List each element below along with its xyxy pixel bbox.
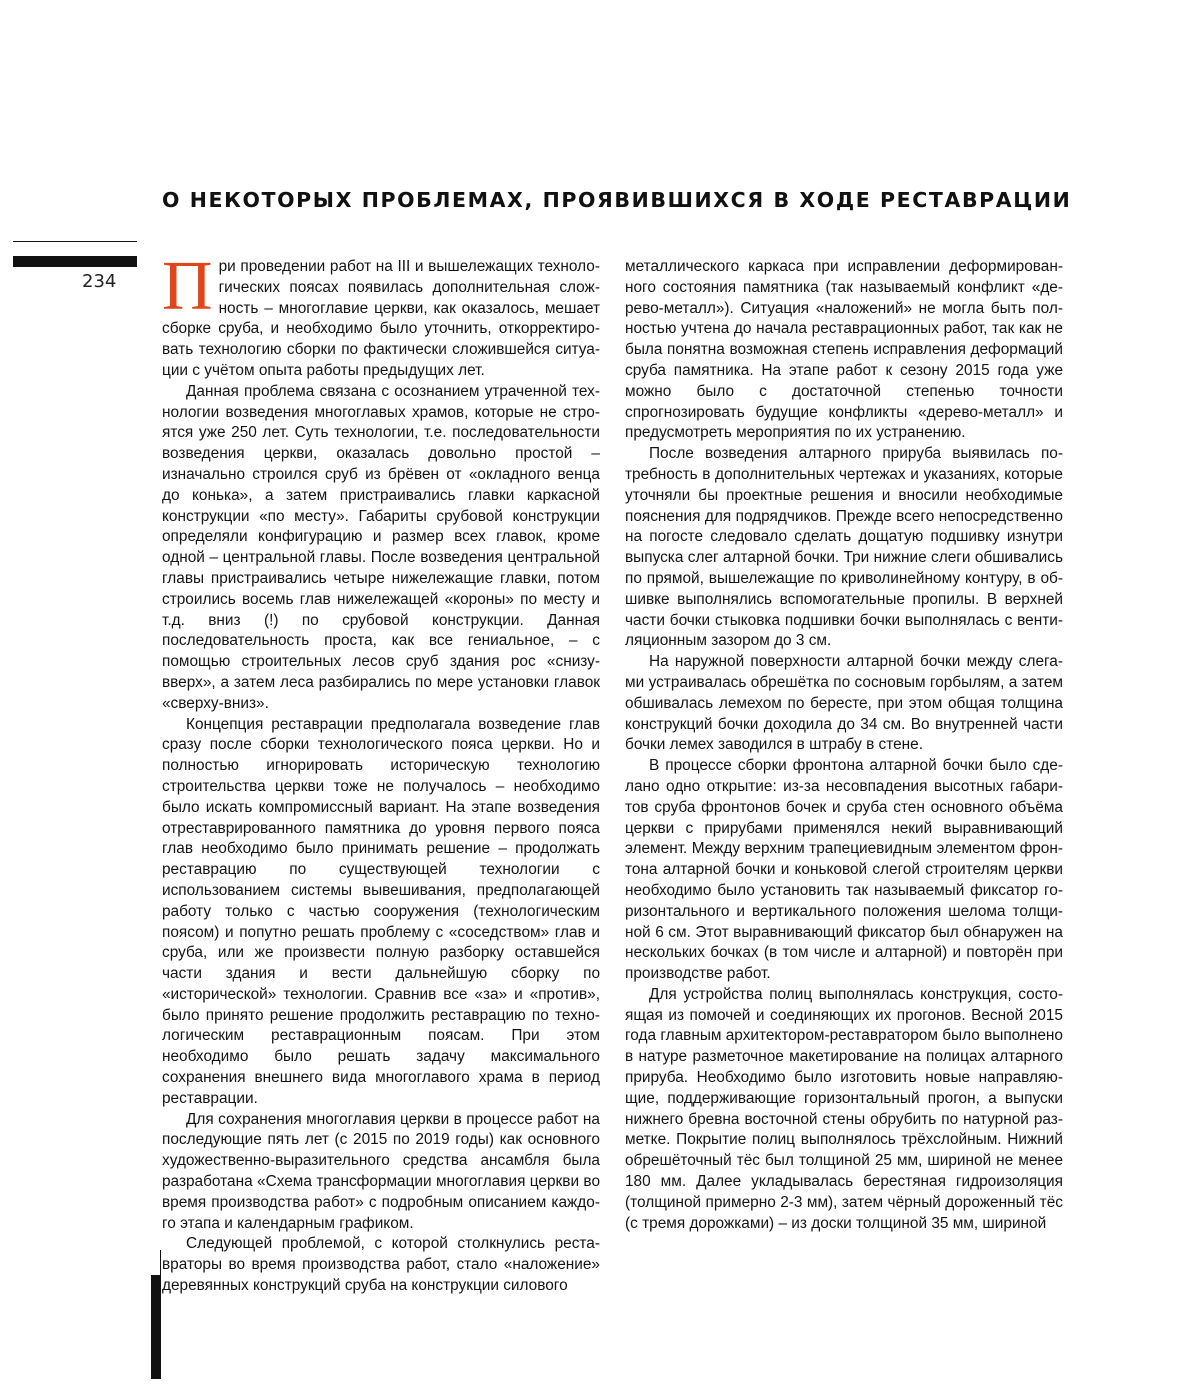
paragraph: В процессе сборки фронтона алтарной бочки было сделано одно открытие: из-за несовпадения высотных габаритов сруба фронтонов бочек и сруба стен основного объёма церкви с прирубами применялся некий выравнивающий элемент. Между верхним трапециевидным элементом фронтона алтарной бочки и коньковой слегой строителям церкви необходимо было установить так называемый фиксатор горизонтального и вертикального положения шелома толщиной 6 см. Этот выравнивающий фиксатор был обнаружен на нескольких бочках (в том числе и алтарной) и повторён при производстве работ.	[625, 757, 1063, 983]
paragraph	[162, 248, 600, 382]
right-text-column	[625, 257, 1063, 1234]
paragraph: Концепция реставрации предполагала возведение глав сразу после сборки технологического пояса церкви. Но и полностью игнорировать историческую технологию строительства церкви тоже не получалось – необходимо было искать компромиссный вариант. На этапе возведения отреставрированного памятника до уровня первого пояса глав необходимо было принимать решение – продолжать реставрацию по существующей технологии с использованием системы вывешивания, предполагающей работу только с частью сооружения (технологическим поясом) и попутно решать проблему с «соседством» глав и сруба, или же произвести полную разборку оставшейся части здания и вести дальнейшую сборку по «исторической» технологии. Сравнив все «за» и «против», было принято решение продолжить реставрацию по технологическим реставрационным поясам. При этом необходимо было решать задачу максимального сохранения внешнего вида многоглавого храма в период реставрации.	[162, 715, 600, 1107]
paragraph: На наружной поверхности алтарной бочки между слегами устраивалась обрешётка по сосновым горбылям, а затем обшивалась лемехом по бересте, при этом общая толщина конструкций бочки доходила до 34 см. Во внутренней части бочки лемех заводился в штрабу в стене.	[625, 653, 1063, 754]
header-rule-line	[13, 241, 137, 242]
paragraph: металлического каркаса при исправлении деформированного состояния памятника (так называемый конфликт «дерево-металл»). Ситуация «наложений» не могла быть полностью учтена до начала реставрационных работ, так как не была понятна возможная степень исправления деформаций сруба памятника. На этапе работ к сезону 2015 года уже можно было с достаточной степенью точности спрогнозировать будущие конфликты «дерево-металл» и предусмотреть мероприятия по их устранению.	[625, 258, 1063, 442]
paragraph: Для устройства полиц выполнялась конструкция, состоящая из помочей и соединяющих их прогонов. Весной 2015 года главным архитектором-реставратором было выполнено в натуре разметочное макетирование на полицах алтарного прируба. Необходимо было изготовить новые направляющие, поддерживающие горизонтальный прогон, а выпуски нижнего бревна восточной стены обрубить по натурной разметке. Покрытие полиц выполнялось трёхслойным. Нижний обрешёточный тёс был толщиной 25 мм, шириной не менее 180 мм. Далее укладывалась берестяная гидроизоляция (толщиной примерно 2-3 мм), затем чёрный дороженный тёс (с тремя дорожками) – из доски толщиной 35 мм, шириной	[625, 985, 1063, 1232]
paragraph-text: ри проведении работ на III и вышележащих технологических поясах появилась дополнительная сложность – многоглавие церкви, как оказалось, мешает сборке сруба, и необходимо было уточнить, откорректировать технологию сборки по фактически сложившейся ситуации с учётом опыта работы предыдущих лет.	[162, 258, 600, 379]
paragraph: Данная проблема связана с осознанием утраченной технологии возведения многоглавых храмов, которые не строятся уже 250 лет. Суть технологии, т.е. последовательности возведения церкви, оказалась довольно простой – изначально строился сруб из брёвен от «окладного венца до конька», а затем пристраивались главки каркасной конструкции «по месту». Габариты срубовой конструкции определяли конфигурацию и размер всех главок, кроме одной – центральной главы. После возведения центральной главы пристраивались четыре нижележащие главки, потом строились восемь глав нижележащей «короны» по месту и т.д. вниз (!) по срубовой конструкции. Данная последовательность проста, как все гениальное, – с помощью строительных лесов сруб здания рос «снизу-вверх», а затем леса разбирались по мере установки главок «сверху-вниз».	[162, 382, 600, 712]
left-text-column	[162, 248, 600, 1297]
page-title: О НЕКОТОРЫХ ПРОБЛЕМАХ, ПРОЯВИВШИХСЯ В ХОДЕ РЕСТАВРАЦИИ	[162, 188, 1072, 212]
paragraph: Для сохранения многоглавия церкви в процессе работ на последующие пять лет (с 2015 по 2019 годы) как основного художественно-выразительного средства ансамбля была разработана «Схема трансформации многоглавия церкви во время производства работ» с подробным описанием каждого этапа и календарным графиком.	[162, 1110, 600, 1232]
header-rule-bar	[13, 256, 137, 267]
page-number: 234	[82, 271, 117, 292]
paragraph: После возведения алтарного прируба выявилась потребность в дополнительных чертежах и указаниях, которые уточняли бы проектные решения и вносили необходимые пояснения для подрядчиков. Прежде всего непосредственно на погосте следовало сделать дощатую подшивку изнутри выпуска слег алтарной бочки. Три нижние слеги обшивались по прямой, вышележащие по криволинейному контуру, в обшивке выполнялись вспомогательные пропилы. В верхней части бочки стыковка подшивки бочки выполнялась с вентиляционным зазором до 3 см.	[625, 445, 1063, 650]
paragraph: Следующей проблемой, с которой столкнулись реставраторы во время производства работ, стало «наложение» деревянных конструкций сруба на конструкции силового	[162, 1235, 600, 1295]
footer-rule-bar	[151, 1275, 161, 1379]
drop-cap: П	[162, 248, 213, 325]
